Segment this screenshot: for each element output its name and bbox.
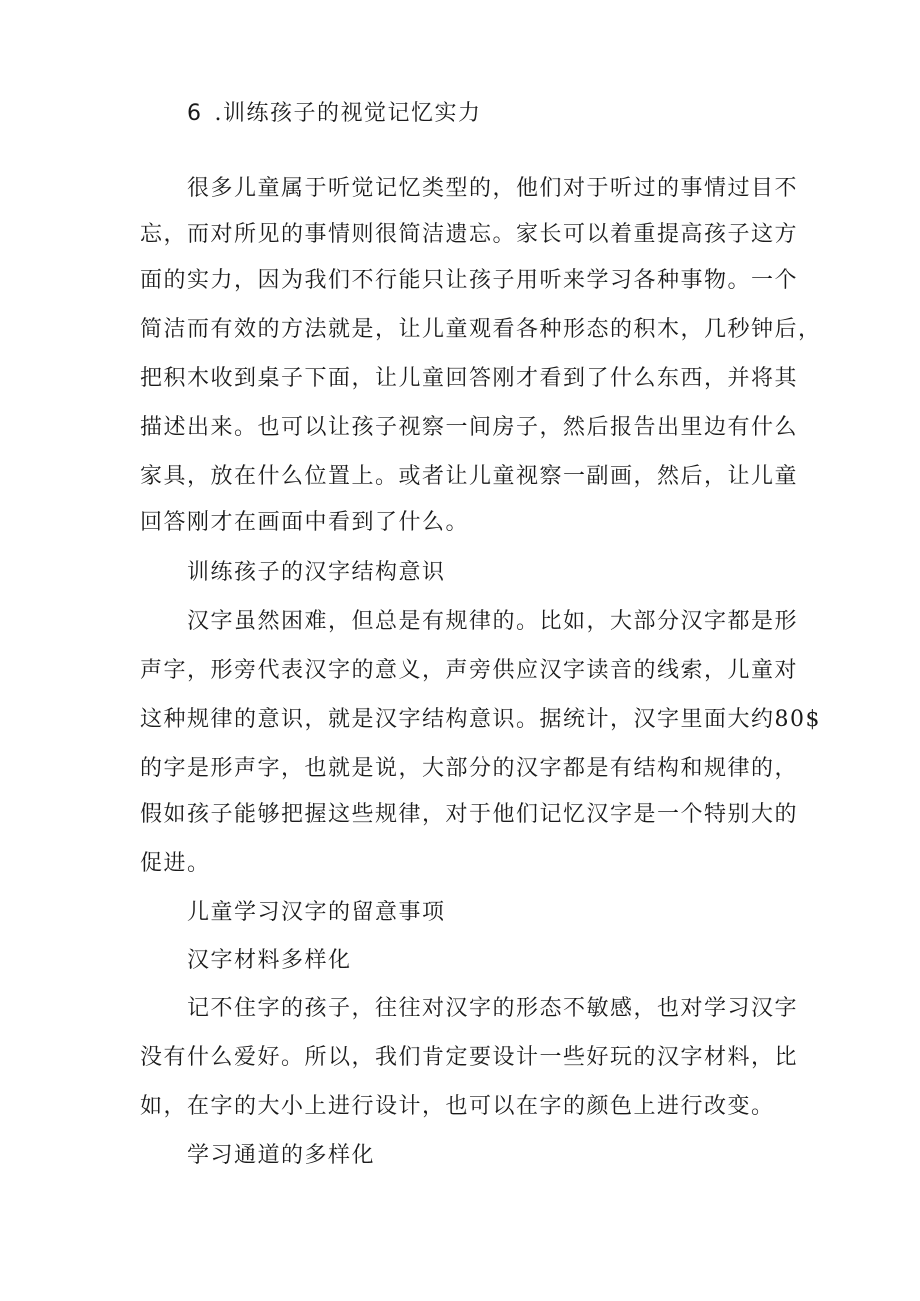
heading-number: 6 bbox=[187, 101, 203, 126]
subheading-channels: 学习通道的多样化 bbox=[187, 1143, 376, 1168]
paragraph-line: 记不住字的孩子，往往对汉字的形态不敏感，也对学习汉字 bbox=[187, 996, 799, 1021]
paragraph-line: 把积木收到桌子下面，让儿童回答刚才看到了什么东西，并将其 bbox=[140, 366, 799, 391]
paragraph-line: 的字是形声字，也就是说，大部分的汉字都是有结构和规律的， bbox=[140, 756, 799, 781]
paragraph-line: 很多儿童属于听觉记忆类型的，他们对于听过的事情过目不 bbox=[187, 176, 799, 201]
paragraph-line: 声字，形旁代表汉字的意义，声旁供应汉字读音的线索，儿童对 bbox=[140, 658, 799, 683]
paragraph-line: 这种规律的意识，就是汉字结构意识。据统计，汉字里面大约80$ bbox=[140, 707, 821, 732]
subheading-materials: 汉字材料多样化 bbox=[187, 948, 352, 973]
paragraph-line: 促进。 bbox=[140, 851, 211, 876]
section-heading-structure: 训练孩子的汉字结构意识 bbox=[187, 560, 446, 585]
paragraph-line: 假如孩子能够把握这些规律，对于他们记忆汉字是一个特别大的 bbox=[140, 802, 799, 827]
paragraph-line: 描述出来。也可以让孩子视察一间房子，然后报告出里边有什么 bbox=[140, 415, 799, 440]
paragraph-line: 忘，而对所见的事情则很简洁遗忘。家长可以着重提高孩子这方 bbox=[140, 222, 799, 247]
paragraph-line: 面的实力，因为我们不行能只让孩子用听来学习各种事物。一个 bbox=[140, 268, 799, 293]
paragraph-line: 简洁而有效的方法就是，让儿童观看各种形态的积木，几秒钟后， bbox=[140, 317, 822, 342]
paragraph-line: 回答刚才在画面中看到了什么。 bbox=[140, 510, 470, 535]
section-heading-visual-memory bbox=[187, 99, 482, 129]
section-heading-notes: 儿童学习汉字的留意事项 bbox=[187, 900, 446, 925]
paragraph-line: 家具，放在什么位置上。或者让儿童视察一副画，然后，让儿童 bbox=[140, 464, 799, 489]
paragraph-line: 如，在字的大小上进行设计，也可以在字的颜色上进行改变。 bbox=[140, 1094, 775, 1119]
paragraph-line: 没有什么爱好。所以，我们肯定要设计一些好玩的汉字材料，比 bbox=[140, 1045, 799, 1070]
paragraph-line: 汉字虽然困难，但总是有规律的。比如，大部分汉字都是形 bbox=[187, 609, 799, 634]
heading-text: .训练孩子的视觉记忆实力 bbox=[214, 101, 482, 126]
